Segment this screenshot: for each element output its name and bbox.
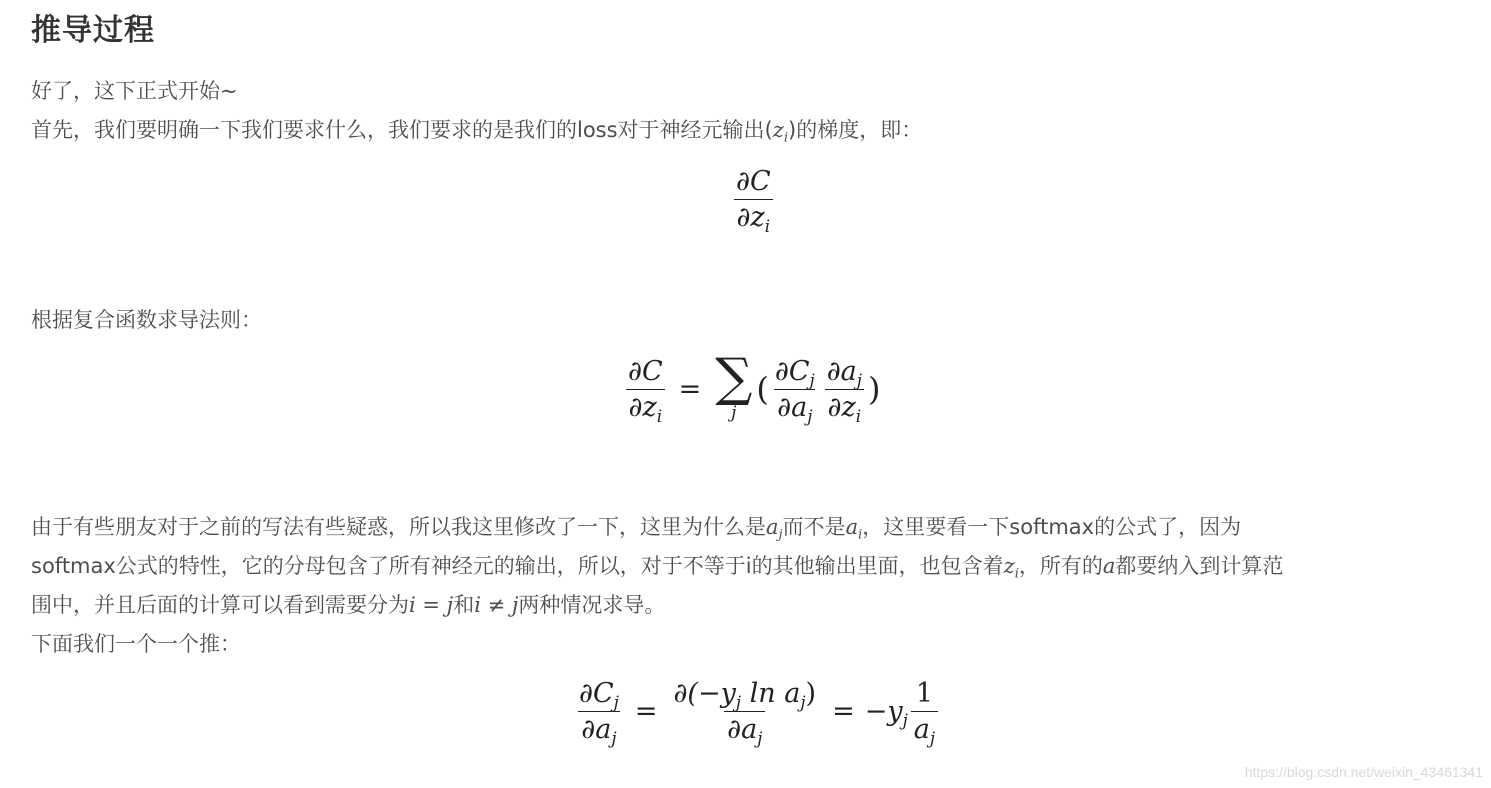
equation-chain-rule	[622, 348, 881, 426]
equation-gradient	[730, 166, 777, 236]
watermark-url: https://blog.csdn.net/weixin_43461341	[1244, 764, 1483, 780]
open-paren: (	[756, 370, 769, 408]
fraction-dCj-daj: $\frac{\partial C_j}{\partial a_j}$	[774, 355, 815, 426]
section-heading: 推导过程	[31, 13, 155, 48]
paragraph-chain-rule: 根据复合函数求导法则：	[31, 308, 262, 332]
close-paren: )	[867, 370, 881, 408]
fraction-one-over-aj: $\frac{1}{a_j}$	[911, 678, 938, 745]
paragraph-step-by-step: 下面我们一个一个推：	[31, 632, 241, 656]
fraction-dC-dzi: $\frac{\partial C}{\partial z_i}$	[733, 166, 774, 233]
fraction-dCj-daj-2: $\frac{\partial C_j}{\partial a_j}$	[579, 678, 619, 748]
paragraph-intro: 好了，这下正式开始~	[31, 79, 238, 103]
fraction-lhs: $\frac{\partial C}{\partial z_i}$	[625, 356, 666, 423]
paragraph-explain-line3: 围中，并且后面的计算可以看到需要分为i = j和i ≠ j两种情况求导。	[31, 593, 666, 617]
paragraph-explain-line2: softmax公式的特性，它的分母包含了所有神经元的输出，所以，对于不等于i的其他输出里面，也包含着$z_i$，所有的a都要纳入到计算范	[31, 554, 1284, 582]
neg-yj-term: $-y_j$	[864, 696, 908, 730]
fraction-neg-yj-ln-aj: $\frac{\partial(-y_j \ln a_j)}{\partial a_j}$	[673, 678, 817, 748]
paragraph-goal: 首先，我们要明确一下我们要求什么，我们要求的是我们的loss对于神经元输出$(z_i)$的梯度，即：	[31, 118, 923, 146]
paragraph-explain-line1: 由于有些朋友对于之前的写法有些疑惑，所以我这里修改了一下，这里为什么是$a_j$而不是$a_i$，这里要看一下softmax的公式了，因为	[31, 515, 1242, 543]
equals-sign-a: =	[634, 696, 658, 727]
fraction-daj-dzi: $\frac{\partial a_j}{\partial z_i}$	[824, 356, 865, 423]
equals-sign-b: =	[832, 696, 855, 727]
equation-derivative-cj	[573, 678, 941, 748]
summation: ∑ j	[715, 348, 753, 423]
equals-sign: =	[678, 373, 702, 405]
